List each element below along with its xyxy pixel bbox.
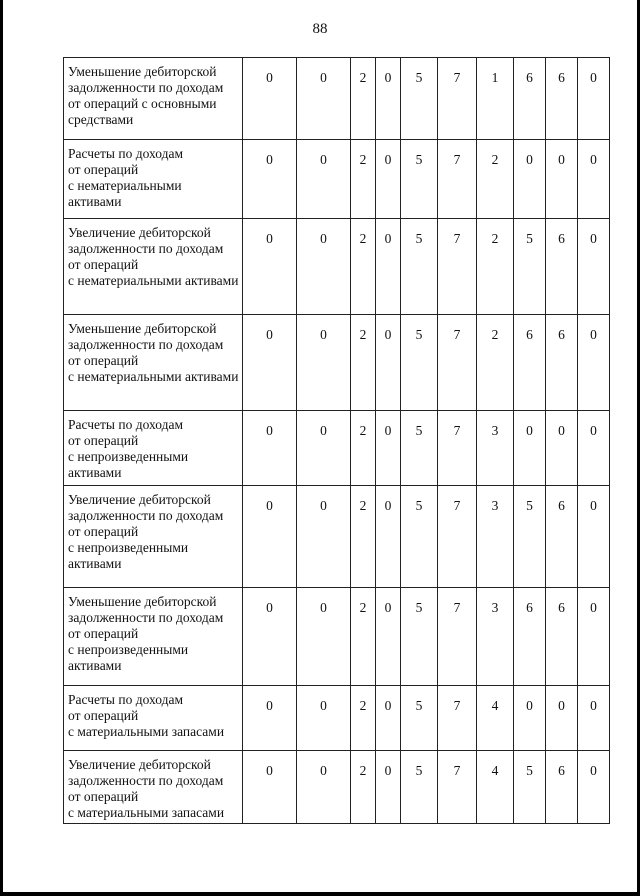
code-digit-cell: 7 [438,140,477,219]
code-digit-cell: 7 [438,686,477,751]
row-label-line: Расчеты по доходам [68,692,183,707]
code-digit-cell: 0 [578,686,610,751]
row-label-line: с нематериальными активами [68,273,239,288]
code-digit-cell: 2 [477,140,514,219]
code-digit-cell: 7 [438,588,477,686]
scan-border-left [0,0,3,896]
code-digit-cell: 6 [546,315,578,411]
code-digit-cell: 0 [376,58,401,140]
code-digit-cell: 6 [546,751,578,824]
code-digit-cell: 0 [376,140,401,219]
code-digit-cell: 2 [351,315,376,411]
code-digit-cell: 0 [578,140,610,219]
row-label-line: Уменьшение дебиторской задолженности по доходам от операций с основными средствами [68,64,224,127]
code-digit-cell: 3 [477,411,514,486]
code-digit-cell: 5 [401,686,438,751]
code-digit-cell: 0 [578,751,610,824]
row-label-line: Расчеты по доходам [68,146,183,161]
row-label-line: с непроизведенными активами [68,642,189,673]
row-label-line: Расчеты по доходам [68,417,183,432]
code-digit-cell: 0 [376,686,401,751]
code-digit-cell: 0 [243,686,297,751]
row-label [64,315,243,411]
code-digit-cell: 2 [351,751,376,824]
code-digit-cell: 5 [401,486,438,588]
code-digit-cell: 2 [351,411,376,486]
code-digit-cell: 7 [438,58,477,140]
code-digit-cell: 0 [578,411,610,486]
scan-border-bottom [0,892,640,896]
code-digit-cell: 7 [438,751,477,824]
table-row [64,315,610,411]
row-label-line: активами [68,194,122,209]
code-digit-cell: 0 [243,486,297,588]
row-label-line: Уменьшение дебиторской задолженности по доходам от операций [68,321,224,368]
code-digit-cell: 2 [477,315,514,411]
code-digit-cell: 0 [514,686,546,751]
code-digit-cell: 0 [376,411,401,486]
code-digit-cell: 0 [546,411,578,486]
code-digit-cell: 2 [351,486,376,588]
table-row [64,140,610,219]
table-row [64,686,610,751]
table-row [64,486,610,588]
row-label-line: с материальными запасами [68,724,225,739]
row-label-line: с непроизведенными активами [68,540,189,571]
code-digit-cell: 0 [243,315,297,411]
row-label-line: от операций [68,162,139,177]
code-digit-cell: 2 [477,219,514,315]
row-label-line: Увеличение дебиторской задолженности по доходам от операций [68,225,224,272]
code-digit-cell: 0 [297,486,351,588]
code-digit-cell: 0 [546,140,578,219]
code-digit-cell: 0 [243,140,297,219]
code-digit-cell: 0 [243,751,297,824]
code-digit-cell: 5 [401,315,438,411]
code-digit-cell: 5 [401,58,438,140]
code-digit-cell: 5 [514,751,546,824]
code-digit-cell: 0 [297,219,351,315]
code-digit-cell: 0 [243,411,297,486]
row-label [64,140,243,219]
code-digit-cell: 2 [351,686,376,751]
code-digit-cell: 0 [243,58,297,140]
code-digit-cell: 6 [546,588,578,686]
row-label-line: с материальными запасами [68,805,225,820]
code-digit-cell: 0 [297,140,351,219]
code-digit-cell: 1 [477,58,514,140]
code-digit-cell: 6 [514,315,546,411]
code-digit-cell: 4 [477,686,514,751]
row-label [64,686,243,751]
code-digit-cell: 6 [546,58,578,140]
code-digit-cell: 6 [514,58,546,140]
code-digit-cell: 0 [514,140,546,219]
code-digit-cell: 0 [376,315,401,411]
code-digit-cell: 0 [578,219,610,315]
code-digit-cell: 0 [297,58,351,140]
code-digit-cell: 5 [514,486,546,588]
row-label-line: с непроизведенными [68,449,189,464]
code-digit-cell: 0 [578,315,610,411]
row-label-line: Увеличение дебиторской задолженности по доходам от операций [68,757,224,804]
code-digit-cell: 0 [297,751,351,824]
code-digit-cell: 5 [401,751,438,824]
page-number: 88 [312,21,328,37]
code-digit-cell: 0 [243,219,297,315]
row-label-line: Увеличение дебиторской задолженности по доходам от операций [68,492,224,539]
code-digit-cell: 6 [546,219,578,315]
table-body [64,58,610,824]
row-label-line: с нематериальными [68,178,182,193]
table-row [64,219,610,315]
code-digit-cell: 5 [401,219,438,315]
table-row [64,58,610,140]
code-digit-cell: 2 [351,140,376,219]
code-digit-cell: 7 [438,486,477,588]
code-digit-cell: 5 [514,219,546,315]
code-digit-cell: 5 [401,140,438,219]
row-label [64,219,243,315]
code-digit-cell: 5 [401,588,438,686]
code-digit-cell: 2 [351,58,376,140]
code-digit-cell: 0 [376,219,401,315]
code-digit-cell: 0 [578,58,610,140]
row-label [64,411,243,486]
row-label [64,588,243,686]
code-digit-cell: 2 [351,588,376,686]
row-label [64,58,243,140]
row-label-line: от операций [68,433,139,448]
account-codes-table [63,57,610,824]
code-digit-cell: 6 [546,486,578,588]
code-digit-cell: 0 [297,588,351,686]
code-digit-cell: 3 [477,588,514,686]
code-digit-cell: 0 [297,411,351,486]
code-digit-cell: 5 [401,411,438,486]
code-digit-cell: 7 [438,315,477,411]
code-digit-cell: 0 [297,686,351,751]
code-digit-cell: 0 [297,315,351,411]
row-label [64,751,243,824]
code-digit-cell: 0 [376,588,401,686]
table-row [64,588,610,686]
code-digit-cell: 7 [438,411,477,486]
code-digit-cell: 3 [477,486,514,588]
row-label-line: с нематериальными активами [68,369,239,384]
table-row [64,411,610,486]
code-digit-cell: 7 [438,219,477,315]
code-digit-cell: 0 [578,588,610,686]
row-label-line: от операций [68,708,139,723]
code-digit-cell: 6 [514,588,546,686]
code-digit-cell: 0 [514,411,546,486]
row-label-line: активами [68,465,122,480]
code-digit-cell: 0 [376,486,401,588]
code-digit-cell: 0 [243,588,297,686]
row-label [64,486,243,588]
row-label-line: Уменьшение дебиторской задолженности по доходам от операций [68,594,224,641]
code-digit-cell: 0 [546,686,578,751]
code-digit-cell: 0 [578,486,610,588]
code-digit-cell: 2 [351,219,376,315]
code-digit-cell: 0 [376,751,401,824]
code-digit-cell: 4 [477,751,514,824]
table-row [64,751,610,824]
